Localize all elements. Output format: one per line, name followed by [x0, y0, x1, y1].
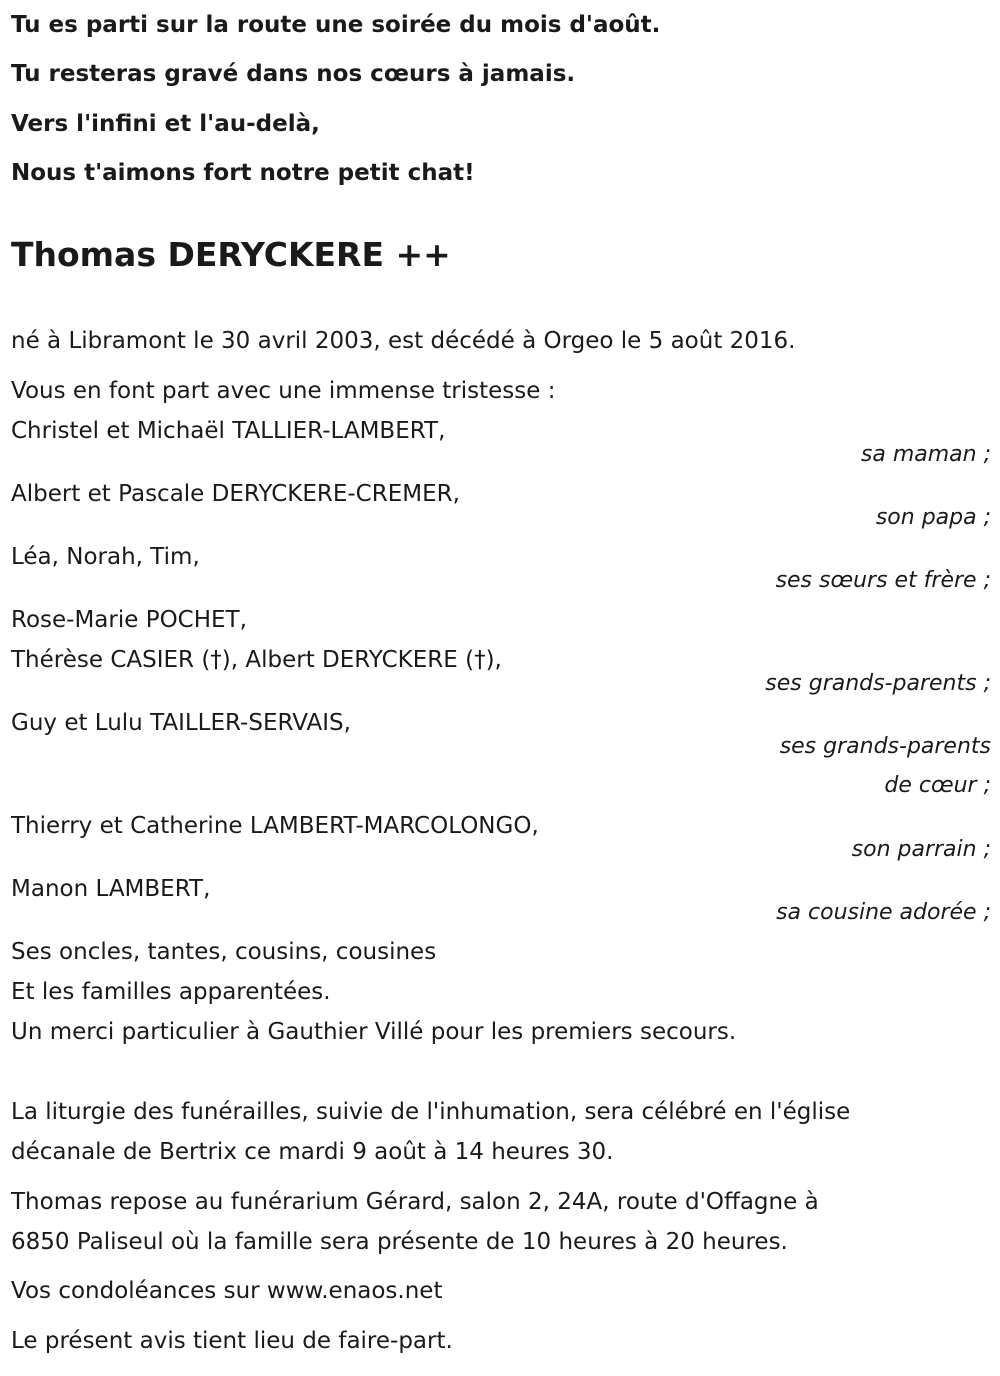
notice: Le présent avis tient lieu de faire-part. [11, 1328, 453, 1354]
closing-line-2: Et les familles apparentées. [11, 979, 331, 1005]
family-names: Manon LAMBERT, [11, 876, 211, 902]
condolences: Vos condoléances sur www.enaos.net [11, 1278, 443, 1304]
family-names: Rose-Marie POCHET, [11, 607, 247, 633]
family-relation: son papa ; [875, 505, 991, 530]
family-names: Thierry et Catherine LAMBERT-MARCOLONGO, [11, 813, 539, 839]
birth-death: né à Libramont le 30 avril 2003, est décédé à Orgeo le 5 août 2016. [11, 328, 796, 354]
closing-line-1: Ses oncles, tantes, cousins, cousines [11, 939, 437, 965]
poem-line-1: Tu es parti sur la route une soirée du mois d'août. [11, 12, 661, 38]
family-names: Albert et Pascale DERYCKERE-CREMER, [11, 481, 460, 507]
family-relation: sa maman ; [860, 442, 991, 467]
family-relation: ses grands-parents [779, 734, 991, 759]
intro: Vous en font part avec une immense tristesse : [11, 378, 556, 404]
family-names: Léa, Norah, Tim, [11, 544, 200, 570]
poem-line-3: Vers l'infini et l'au-delà, [11, 111, 320, 137]
closing-line-3: Un merci particulier à Gauthier Villé pour les premiers secours. [11, 1019, 737, 1045]
liturgy-line-1: La liturgie des funérailles, suivie de l'inhumation, sera célébré en l'église [11, 1099, 851, 1125]
family-relation: sa cousine adorée ; [776, 900, 991, 925]
family-names: Guy et Lulu TAILLER-SERVAIS, [11, 710, 351, 736]
deceased-name: Thomas DERYCKERE ++ [11, 235, 451, 274]
liturgy-line-2: décanale de Bertrix ce mardi 9 août à 14 heures 30. [11, 1139, 614, 1165]
visitation-line-2: 6850 Paliseul où la famille sera présente de 10 heures à 20 heures. [11, 1229, 788, 1255]
family-relation: son parrain ; [851, 837, 991, 862]
family-relation: ses grands-parents ; [765, 671, 991, 696]
family-relation: ses sœurs et frère ; [775, 568, 991, 593]
visitation-line-1: Thomas repose au funérarium Gérard, salon 2, 24A, route d'Offagne à [11, 1189, 819, 1215]
family-names: Christel et Michaël TALLIER-LAMBERT, [11, 418, 446, 444]
family-relation: de cœur ; [884, 773, 991, 798]
poem-line-4: Nous t'aimons fort notre petit chat! [11, 160, 475, 186]
family-names: Thérèse CASIER (†), Albert DERYCKERE (†), [11, 647, 502, 673]
poem-line-2: Tu resteras gravé dans nos cœurs à jamais. [11, 61, 576, 87]
